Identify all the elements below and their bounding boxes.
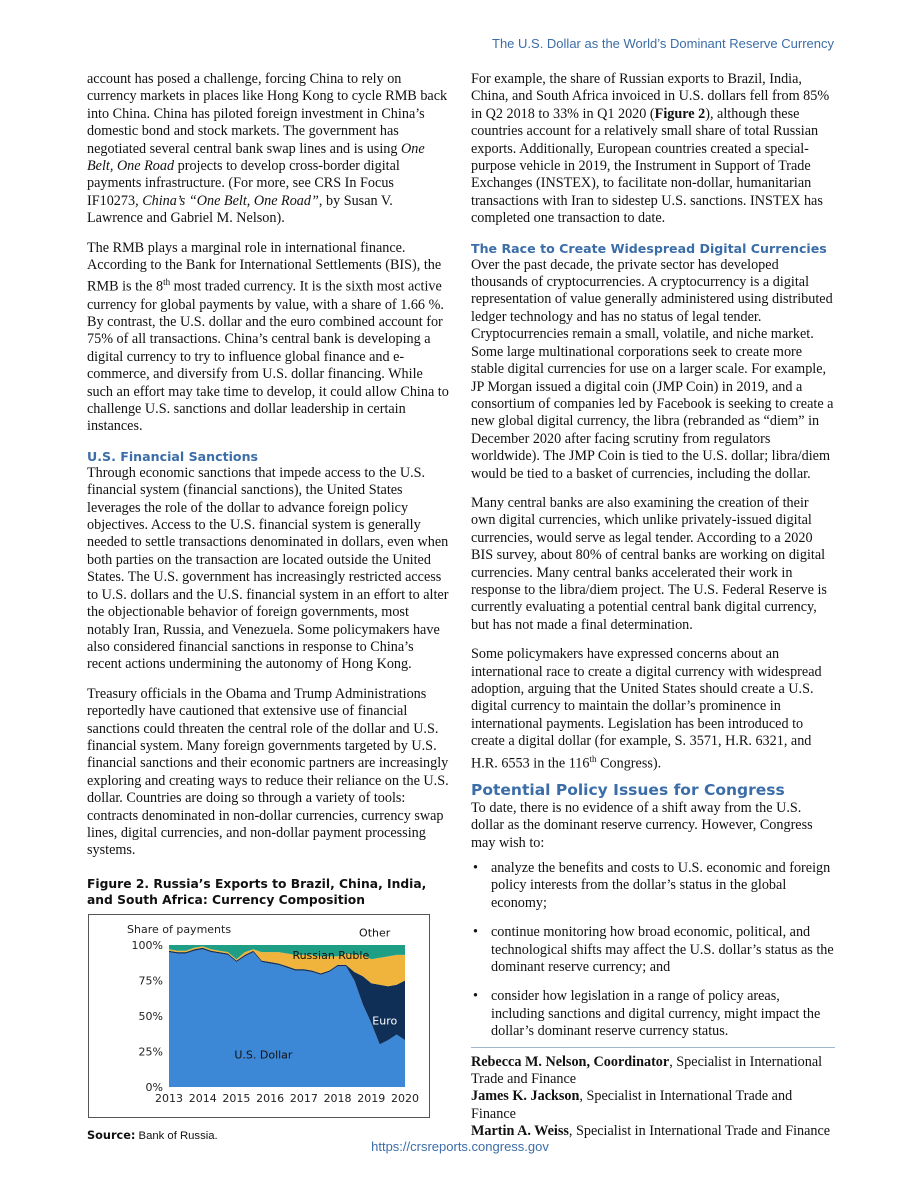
y-tick-label: 0% — [145, 1080, 163, 1094]
list-item-text: consider how legislation in a range of policy areas, including sanctions and digital currency, might impact the dollar’s dominant reserve currency status. — [491, 988, 821, 1040]
x-tick-label: 2013 — [155, 1091, 183, 1105]
author-block — [471, 1047, 835, 1141]
text-span: projects to develop cross-border digital payments infrastructure. (For more, see CRS In Focus IF10273, — [87, 158, 400, 209]
x-tick-label: 2017 — [289, 1091, 318, 1105]
list-item-text: analyze the benefits and costs to U.S. economic and foreign policy interests from the dollar’s status in the global economy; — [491, 859, 831, 911]
text-span: most traded currency. It is the sixth most active currency for global payments by value, with a share of 1.66 %. By contrast, the U.S. dollar and the euro combined account for 75% of all transactions. China’s central bank is developing a digital currency to try to influence global finance and e-commerce, and diversify from U.S. dollar financing. While such an effort may take time to develop, it could allow China to challenge U.S. sanctions and dollar leadership in certain instances. — [87, 279, 449, 435]
heading-digital-currencies-race: The Race to Create Widespread Digital Currencies — [471, 240, 827, 256]
paragraph-digital-dollar — [471, 646, 835, 773]
paragraph-treasury-officials: Treasury officials in the Obama and Trump Administrations reportedly have cautioned that extensive use of financial sanctions could threaten the central role of the dollar and U.S. financial system. Many foreign governments targeted by U.S. financial sanctions and their economic partners are increasingly exploring and creating ways to reduce their reliance on the U.S. dollar. Countries are doing so through a variety of tools: contracts denominated in non-dollar currencies, currency swap lines, digital currencies, and non-dollar payment processing systems. — [87, 685, 449, 859]
figure-title: Figure 2. Russia’s Exports to Brazil, China, India, and South Africa: Currency Composition — [87, 876, 427, 907]
policy-bullet-list — [471, 860, 835, 1041]
running-header: The U.S. Dollar as the World’s Dominant Reserve Currency — [492, 36, 834, 51]
bullet-icon: • — [473, 859, 478, 876]
area-label: U.S. Dollar — [234, 1048, 293, 1062]
author-role: , Specialist in International Trade and Finance — [568, 1123, 831, 1140]
text-span: account has posed a challenge, forcing China to rely on currency markets in places like Hong Kong to cycle RMB back into China. China has piloted foreign investment in China’s domestic bond and stock markets. The government has negotiated several central bank swap lines and is using — [87, 71, 448, 157]
figure-reference: Figure 2 — [654, 105, 706, 122]
area-label: Other — [359, 926, 391, 940]
italic-one-belt-one-road: One Belt, One Road — [87, 140, 425, 175]
author-role: , Specialist in International Trade and Finance — [471, 1088, 793, 1122]
list-item — [471, 988, 835, 1040]
list-item — [471, 924, 835, 976]
y-tick-label: 100% — [131, 938, 163, 952]
footer-link[interactable]: https://crsreports.congress.gov — [371, 1139, 549, 1154]
author-name: James K. Jackson — [471, 1088, 580, 1105]
text-span: ), although these countries account for a relatively small share of total Russian exports. Additionally, European countries created a special-purpose vehicle in 2019, the Instrument in Support of Trade Exchanges (INSTEX), to facilitate non-dollar, humanitarian transactions with Iran to sidestep U.S. sanctions. INSTEX has completed one transaction to date. — [471, 105, 823, 227]
y-tick-label: 50% — [138, 1009, 163, 1023]
superscript: th — [163, 277, 171, 288]
bullet-icon: • — [473, 924, 478, 941]
text-span: , by Susan V. Lawrence and Gabriel M. Nelson). — [87, 192, 393, 227]
text-span: Some policymakers have expressed concerns about an international race to create a digital currency with widespread adoption, arguing that the United States should create a U.S. digital currency to maintain the dollar’s prominence in international payments. Legislation has been introduced to create a digital dollar (for example, S. 3571, H.R. 6321, and H.R. 6553 in the 116 — [471, 646, 822, 772]
paragraph-china-capital-account — [87, 71, 449, 228]
paragraph-sanctions: Through economic sanctions that impede access to the U.S. financial system (financial sanctions), the United States leverages the role of the dollar to advance foreign policy objectives. Access to the U.S. financial system is generally needed to settle transactions denominated in dollars, even when both parties on the transaction are located outside the United States. The U.S. government has increasingly restricted access to U.S. dollars and the U.S. financial system in an effort to alter the objectionable behavior of foreign governments, most notably Iran, Russia, and Venezuela. Some policymakers have also considered financial sanctions in response to China’s recent actions undermining the autonomy of Hong Kong. — [87, 464, 449, 673]
x-tick-label: 2014 — [188, 1091, 217, 1105]
left-column — [87, 71, 449, 1145]
footer-url[interactable] — [0, 1139, 920, 1154]
chart-frame — [88, 914, 430, 1118]
author-role: , Specialist in International Trade and Finance — [471, 1053, 823, 1088]
heading-policy-issues: Potential Policy Issues for Congress — [471, 780, 785, 799]
area-label: Russian Ruble — [292, 948, 370, 962]
text-span: For example, the share of Russian exports to Brazil, India, China, and South Africa invoiced in U.S. dollars fell from 85% in Q2 2018 to 33% in Q1 2020 ( — [471, 71, 830, 122]
right-column — [471, 71, 835, 1141]
paragraph-policy-intro: To date, there is no evidence of a shift away from the U.S. dollar as the dominant reserve currency. However, Congress may wish to: — [471, 799, 813, 851]
area-label: Euro — [372, 1014, 398, 1028]
paragraph-central-banks: Many central banks are also examining the creation of their own digital currencies, which unlike privately-issued digital currencies, would serve as legal tender. According to a 2020 BIS survey, about 80% of central banks are working on digital currencies. Many central banks accelerated their work in response to the libra/diem project. The U.S. Federal Reserve is currently evaluating a potential central bank digital currency, but has not made a final determination. — [471, 494, 827, 633]
currency-composition-chart — [89, 915, 429, 1117]
paragraph-cryptocurrencies: Over the past decade, the private sector has developed thousands of cryptocurrencies. A cryptocurrency is a digital representation of value generally administered using distributed ledger technology and has no status of legal tender. Cryptocurrencies remain a small, volatile, and niche market. Some large multinational corporations seek to create more stable digital currencies for use on a larger scale. For example, JP Morgan issued a digital coin (JMP Coin) in 2019, and a consortium of companies led by Facebook is seeking to create a new global digital currency, the libra (rebranded as “diem” in December 2020 after facing scrutiny from regulators worldwide). The JMP Coin is tied to the U.S. dollar; libra/diem would be tied to a basket of currencies, including the dollar. — [471, 256, 834, 482]
source-label: Source: — [87, 1128, 136, 1142]
text-span: The RMB plays a marginal role in international finance. According to the Bank for International Settlements (BIS), the RMB is the 8 — [87, 239, 442, 296]
x-tick-label: 2015 — [222, 1091, 251, 1105]
superscript: th — [589, 753, 597, 764]
author-name: Martin A. Weiss — [471, 1123, 569, 1140]
author-line — [471, 1088, 835, 1123]
x-tick-label: 2019 — [357, 1091, 386, 1105]
paragraph-russian-exports — [471, 71, 835, 228]
x-tick-label: 2018 — [323, 1091, 352, 1105]
heading-us-financial-sanctions: U.S. Financial Sanctions — [87, 448, 259, 464]
text-span: Congress). — [596, 755, 662, 772]
italic-report-title: China’s “One Belt, One Road” — [142, 192, 319, 209]
y-tick-label: 25% — [138, 1045, 163, 1059]
list-item-text: continue monitoring how broad economic, political, and technological shifts may affect the U.S. dollar’s status as the dominant reserve currency; and — [491, 924, 834, 976]
y-axis-label: Share of payments — [127, 922, 232, 936]
source-text: Bank of Russia. — [135, 1129, 218, 1142]
author-name: Rebecca M. Nelson, Coordinator — [471, 1053, 670, 1070]
paragraph-rmb-role — [87, 240, 449, 436]
author-line — [471, 1054, 835, 1089]
y-tick-label: 75% — [138, 974, 163, 988]
bullet-icon: • — [473, 988, 478, 1005]
x-tick-label: 2020 — [391, 1091, 419, 1105]
list-item — [471, 860, 835, 912]
x-tick-label: 2016 — [256, 1091, 285, 1105]
